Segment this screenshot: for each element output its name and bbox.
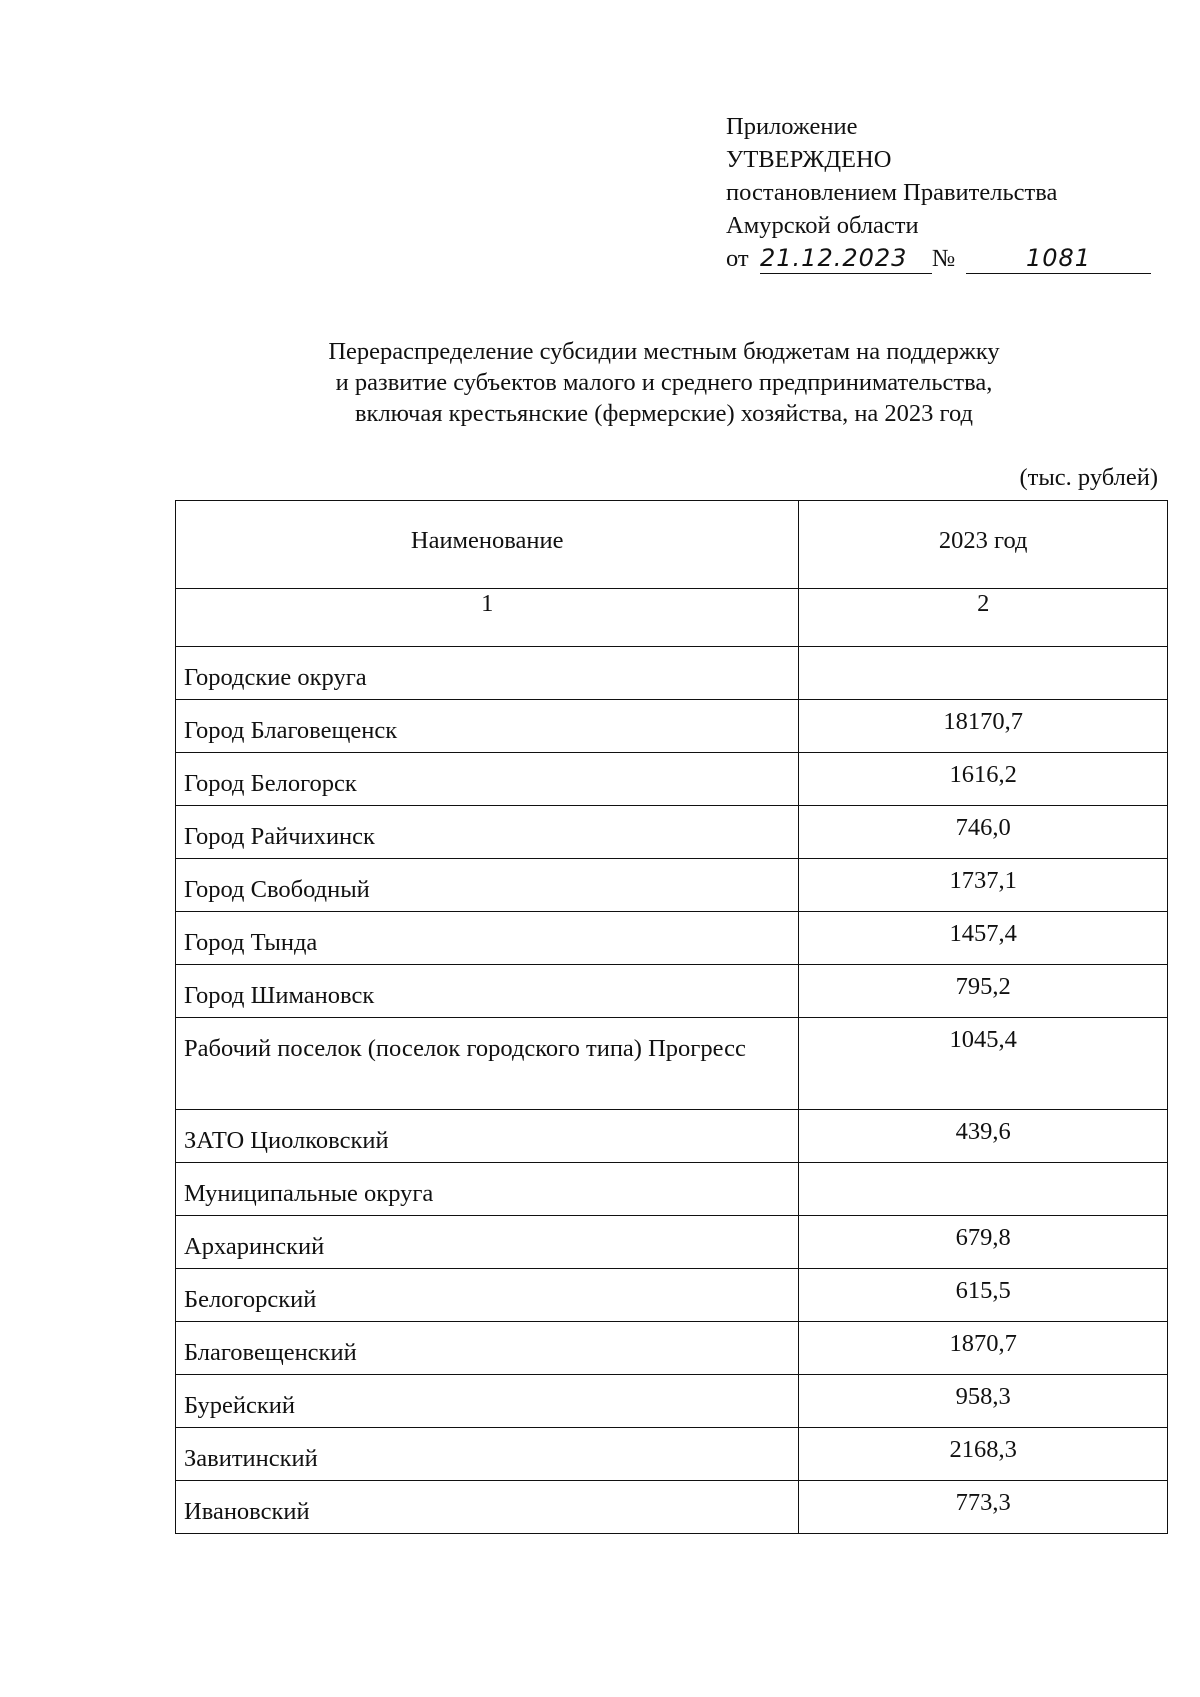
table-row bbox=[176, 1375, 1168, 1428]
table-row bbox=[176, 1163, 1168, 1216]
date-prefix: от bbox=[726, 245, 749, 272]
table-row bbox=[176, 1481, 1168, 1534]
document-title bbox=[160, 336, 1168, 429]
table-row bbox=[176, 647, 1168, 700]
column-number-row bbox=[176, 589, 1168, 647]
row-name: Город Райчихинск bbox=[176, 806, 799, 859]
unit-label: (тыс. рублей) bbox=[1019, 464, 1158, 491]
row-value: 18170,7 bbox=[799, 700, 1168, 753]
approval-line-appendix: Приложение bbox=[726, 113, 858, 140]
table-row bbox=[176, 859, 1168, 912]
table-row bbox=[176, 965, 1168, 1018]
column-number-2: 2 bbox=[799, 589, 1168, 647]
table-row bbox=[176, 1018, 1168, 1110]
row-name: Благовещенский bbox=[176, 1322, 799, 1375]
row-name: Ивановский bbox=[176, 1481, 799, 1534]
header-year: 2023 год bbox=[799, 501, 1168, 589]
row-name: Завитинский bbox=[176, 1428, 799, 1481]
table-row bbox=[176, 1428, 1168, 1481]
row-name: ЗАТО Циолковский bbox=[176, 1110, 799, 1163]
row-value: 439,6 bbox=[799, 1110, 1168, 1163]
approval-line-approved: УТВЕРЖДЕНО bbox=[726, 146, 892, 173]
subsidy-table bbox=[175, 500, 1168, 1534]
row-name: Бурейский bbox=[176, 1375, 799, 1428]
handwritten-number: 1081 bbox=[966, 242, 1151, 274]
row-value: 615,5 bbox=[799, 1269, 1168, 1322]
title-line-2: и развитие субъектов малого и среднего предпринимательства, bbox=[335, 369, 993, 396]
approval-stamp-block bbox=[726, 110, 1092, 275]
table-row bbox=[176, 1269, 1168, 1322]
header-name: Наименование bbox=[176, 501, 799, 589]
table-row bbox=[176, 1322, 1168, 1375]
row-value: 958,3 bbox=[799, 1375, 1168, 1428]
row-name: Город Свободный bbox=[176, 859, 799, 912]
title-line-1: Перераспределение субсидии местным бюджетам на поддержку bbox=[328, 338, 1000, 365]
row-name: Муниципальные округа bbox=[176, 1163, 799, 1216]
number-label: № bbox=[932, 245, 956, 272]
row-name: Архаринский bbox=[176, 1216, 799, 1269]
table-row bbox=[176, 753, 1168, 806]
row-value: 1045,4 bbox=[799, 1018, 1168, 1110]
row-value: 1870,7 bbox=[799, 1322, 1168, 1375]
table-row bbox=[176, 912, 1168, 965]
row-name: Город Тында bbox=[176, 912, 799, 965]
table-row bbox=[176, 700, 1168, 753]
table-row bbox=[176, 806, 1168, 859]
row-name: Белогорский bbox=[176, 1269, 799, 1322]
row-name: Город Белогорск bbox=[176, 753, 799, 806]
approval-date-number-line bbox=[726, 242, 1092, 275]
table-header-row bbox=[176, 501, 1168, 589]
row-value: 746,0 bbox=[799, 806, 1168, 859]
row-value: 773,3 bbox=[799, 1481, 1168, 1534]
column-number-1: 1 bbox=[176, 589, 799, 647]
row-value bbox=[799, 647, 1168, 700]
row-value: 1457,4 bbox=[799, 912, 1168, 965]
approval-line-resolution: постановлением Правительства bbox=[726, 179, 1058, 206]
row-name: Рабочий поселок (поселок городского типа) Прогресс bbox=[176, 1018, 799, 1110]
row-name: Город Благовещенск bbox=[176, 700, 799, 753]
approval-line-region: Амурской области bbox=[726, 212, 919, 239]
table-row bbox=[176, 1216, 1168, 1269]
title-line-3: включая крестьянские (фермерские) хозяйства, на 2023 год bbox=[354, 400, 974, 427]
row-name: Городские округа bbox=[176, 647, 799, 700]
row-value bbox=[799, 1163, 1168, 1216]
handwritten-date: 21.12.2023 bbox=[760, 242, 932, 274]
row-value: 2168,3 bbox=[799, 1428, 1168, 1481]
row-name: Город Шимановск bbox=[176, 965, 799, 1018]
row-value: 1737,1 bbox=[799, 859, 1168, 912]
table-row bbox=[176, 1110, 1168, 1163]
row-value: 795,2 bbox=[799, 965, 1168, 1018]
row-value: 1616,2 bbox=[799, 753, 1168, 806]
row-value: 679,8 bbox=[799, 1216, 1168, 1269]
